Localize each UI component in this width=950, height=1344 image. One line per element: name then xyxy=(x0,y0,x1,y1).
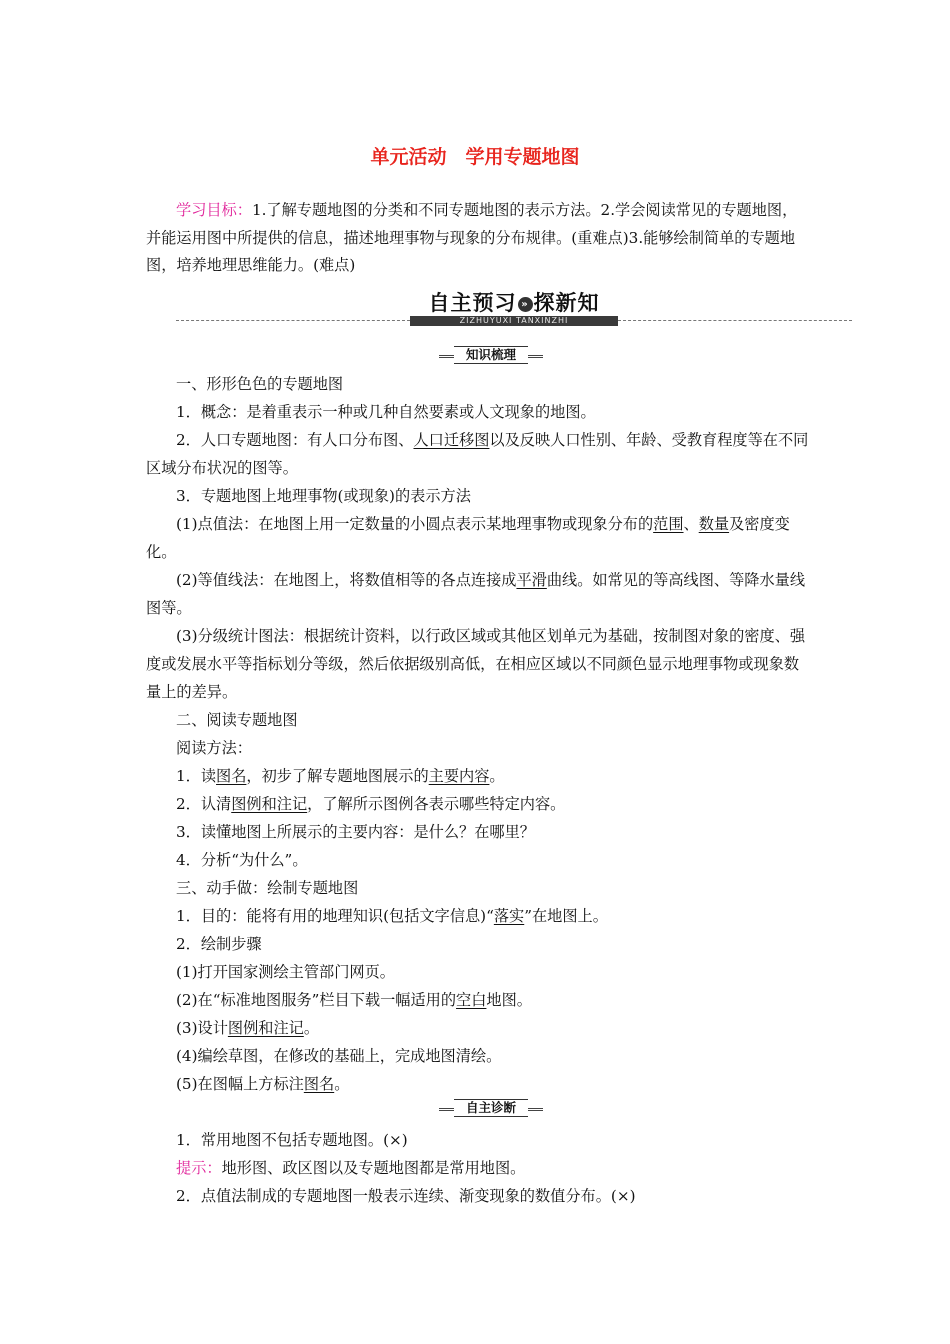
answer-blank: 图例和注记 xyxy=(231,795,308,813)
answer-blank: 主要内容 xyxy=(428,767,490,785)
banner-subtitle: ZIZHUYUXI TANXINZHI xyxy=(410,316,618,326)
answer-blank: 范围 xyxy=(653,515,684,533)
answer-blank: 平滑 xyxy=(516,571,547,589)
list-item: 1．概念：是着重表示一种或几种自然要素或人文现象的地图。 xyxy=(176,403,596,421)
goal-text: 1.了解专题地图的分类和不同专题地图的表示方法。2.学会阅读常见的专题地图，并能运用图中所提供的信息，描述地理事物与现象的分布规律。(重难点)3.能够绘制简单的专题地图，培养地理思维能力。(难点) xyxy=(146,201,798,274)
section-label-text: 自主诊断 xyxy=(454,1099,528,1117)
answer-blank: 数量 xyxy=(698,515,730,533)
list-item: (2)等值线法：在地图上，将数值相等的各点连接成平滑曲线。如常见的等高线图、等降水量线图等。 xyxy=(146,571,806,617)
list-item: 2．绘制步骤 xyxy=(176,935,262,953)
heading-3: 三、动手做：绘制专题地图 xyxy=(176,879,359,897)
banner-part2: 探新知 xyxy=(533,291,600,315)
diagnosis-content xyxy=(146,1126,811,1210)
hint-item: 提示：地形图、政区图以及专题地图都是常用地图。 xyxy=(176,1159,526,1177)
section-label-knowledge xyxy=(439,346,543,364)
answer-blank: 图名 xyxy=(303,1075,335,1093)
step-item: (2)在“标准地图服务”栏目下载一幅适用的空白地图。 xyxy=(176,991,532,1009)
heading-1: 一、形形色色的专题地图 xyxy=(176,375,344,393)
main-content xyxy=(146,370,811,1098)
question-item: 2．点值法制成的专题地图一般表示连续、渐变现象的数值分布。(×) xyxy=(176,1187,636,1205)
section-label-text: 知识梳理 xyxy=(454,346,528,364)
step-item: (5)在图幅上方标注图名。 xyxy=(176,1075,350,1093)
dashed-divider-right xyxy=(618,320,852,321)
list-item: 2．认清图例和注记，了解所示图例各表示哪些特定内容。 xyxy=(176,795,566,813)
hint-label: 提示： xyxy=(176,1159,222,1177)
list-item: (1)点值法：在地图上用一定数量的小圆点表示某地理事物或现象分布的范围、数量及密度变化。 xyxy=(146,515,790,561)
list-item: 3．读懂地图上所展示的主要内容：是什么？在哪里？ xyxy=(176,823,535,841)
list-item: 3．专题地图上地理事物(或现象)的表示方法 xyxy=(176,487,471,505)
list-item: 1．目的：能将有用的地理知识(包括文字信息)“落实”在地图上。 xyxy=(176,907,608,925)
learning-goals xyxy=(146,197,811,280)
section-banner xyxy=(176,288,852,330)
list-item: 阅读方法： xyxy=(176,739,252,757)
question-item: 1．常用地图不包括专题地图。(×) xyxy=(176,1131,408,1149)
list-item: 4．分析“为什么”。 xyxy=(176,851,308,869)
list-item: (3)分级统计图法：根据统计资料，以行政区域或其他区划单元为基础，按制图对象的密度、强度或发展水平等指标划分等级，然后依据级别高低，在相应区域以不同颜色显示地理事物或现象数量上的差异。 xyxy=(146,627,806,701)
banner-part1: 自主预习 xyxy=(428,291,517,315)
answer-blank: 空白 xyxy=(456,991,487,1009)
answer-blank: 落实 xyxy=(493,907,525,925)
heading-2: 二、阅读专题地图 xyxy=(176,711,298,729)
arrow-icon: » xyxy=(518,297,533,312)
list-item: 2．人口专题地图：有人口分布图、人口迁移图以及反映人口性别、年龄、受教育程度等在不同区域分布状况的图等。 xyxy=(146,431,809,477)
step-item: (4)编绘草图，在修改的基础上，完成地图清绘。 xyxy=(176,1047,502,1065)
section-label-diagnosis xyxy=(439,1099,543,1117)
list-item: 1．读图名，初步了解专题地图展示的主要内容。 xyxy=(176,767,505,785)
step-item: (1)打开国家测绘主管部门网页。 xyxy=(176,963,395,981)
answer-blank: 图例和注记 xyxy=(227,1019,304,1037)
step-item: (3)设计图例和注记。 xyxy=(176,1019,320,1037)
page-title: 单元活动 学用专题地图 xyxy=(370,146,580,168)
dashed-divider-left xyxy=(176,320,410,321)
answer-blank: 人口迁移图 xyxy=(413,431,490,449)
answer-blank: 图名 xyxy=(216,767,247,785)
goal-label: 学习目标： xyxy=(176,201,252,219)
